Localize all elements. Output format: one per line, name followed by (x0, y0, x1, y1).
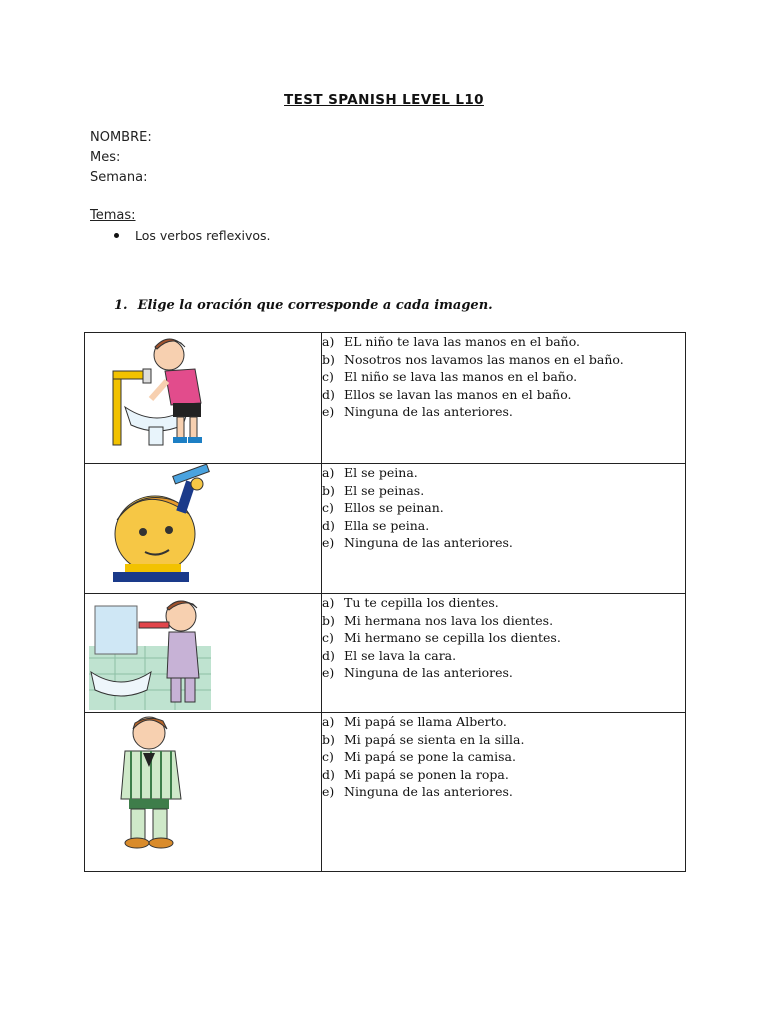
options-cell (322, 594, 686, 713)
temas-list-item (114, 228, 270, 243)
option-e[interactable]: e) Ninguna de las anteriores. (322, 665, 513, 681)
bullet-icon (114, 233, 119, 238)
table-row (85, 333, 686, 464)
image-cell (85, 464, 322, 594)
option-a[interactable]: a) El se peina. (322, 465, 418, 480)
semana-label: Semana: (90, 170, 148, 185)
options-cell (322, 333, 686, 464)
boy-washing-hands-illustration (85, 333, 321, 463)
options-cell (322, 713, 686, 872)
temas-item-text: Los verbos reflexivos. (135, 228, 271, 243)
option-b[interactable]: b) Nosotros nos lavamos las manos en el baño. (322, 351, 624, 367)
image-cell (85, 333, 322, 464)
mes-label: Mes: (90, 150, 121, 165)
temas-label: Temas: (90, 208, 136, 223)
table-row (85, 594, 686, 713)
options-cell (322, 464, 686, 594)
option-c[interactable]: c) Mi papá se pone la camisa. (322, 749, 516, 765)
question-heading (114, 298, 493, 313)
option-e[interactable]: e) Ninguna de las anteriores. (322, 535, 513, 551)
option-c[interactable]: c) Ellos se peinan. (322, 500, 444, 516)
option-d[interactable]: d) Mi papá se ponen la ropa. (322, 766, 509, 782)
table-row (85, 464, 686, 594)
option-e[interactable]: e) Ninguna de las anteriores. (322, 784, 513, 800)
question-text: Elige la oración que corresponde a cada imagen. (137, 298, 493, 313)
nombre-label: NOMBRE: (90, 130, 152, 145)
option-c[interactable]: c) El niño se lava las manos en el baño. (322, 369, 578, 385)
man-buttoning-shirt-illustration (85, 713, 321, 871)
boy-brushing-teeth-illustration (85, 594, 321, 712)
option-d[interactable]: d) El se lava la cara. (322, 647, 457, 663)
table-row (85, 713, 686, 872)
quiz-table (84, 332, 686, 872)
option-a[interactable]: a) Tu te cepilla los dientes. (322, 595, 499, 610)
image-cell (85, 594, 322, 713)
option-d[interactable]: d) Ella se peina. (322, 517, 430, 533)
option-b[interactable]: b) El se peinas. (322, 482, 425, 498)
option-b[interactable]: b) Mi papá se sienta en la silla. (322, 731, 525, 747)
option-d[interactable]: d) Ellos se lavan las manos en el baño. (322, 386, 572, 402)
option-a[interactable]: a) EL niño te lava las manos en el baño. (322, 334, 581, 349)
option-b[interactable]: b) Mi hermana nos lava los dientes. (322, 612, 554, 628)
boy-combing-hair-illustration (85, 464, 321, 593)
option-c[interactable]: c) Mi hermano se cepilla los dientes. (322, 630, 561, 646)
option-a[interactable]: a) Mi papá se llama Alberto. (322, 714, 507, 729)
question-number: 1. (114, 298, 128, 313)
image-cell (85, 713, 322, 872)
option-e[interactable]: e) Ninguna de las anteriores. (322, 404, 513, 420)
page-title: TEST SPANISH LEVEL L10 (284, 92, 484, 108)
